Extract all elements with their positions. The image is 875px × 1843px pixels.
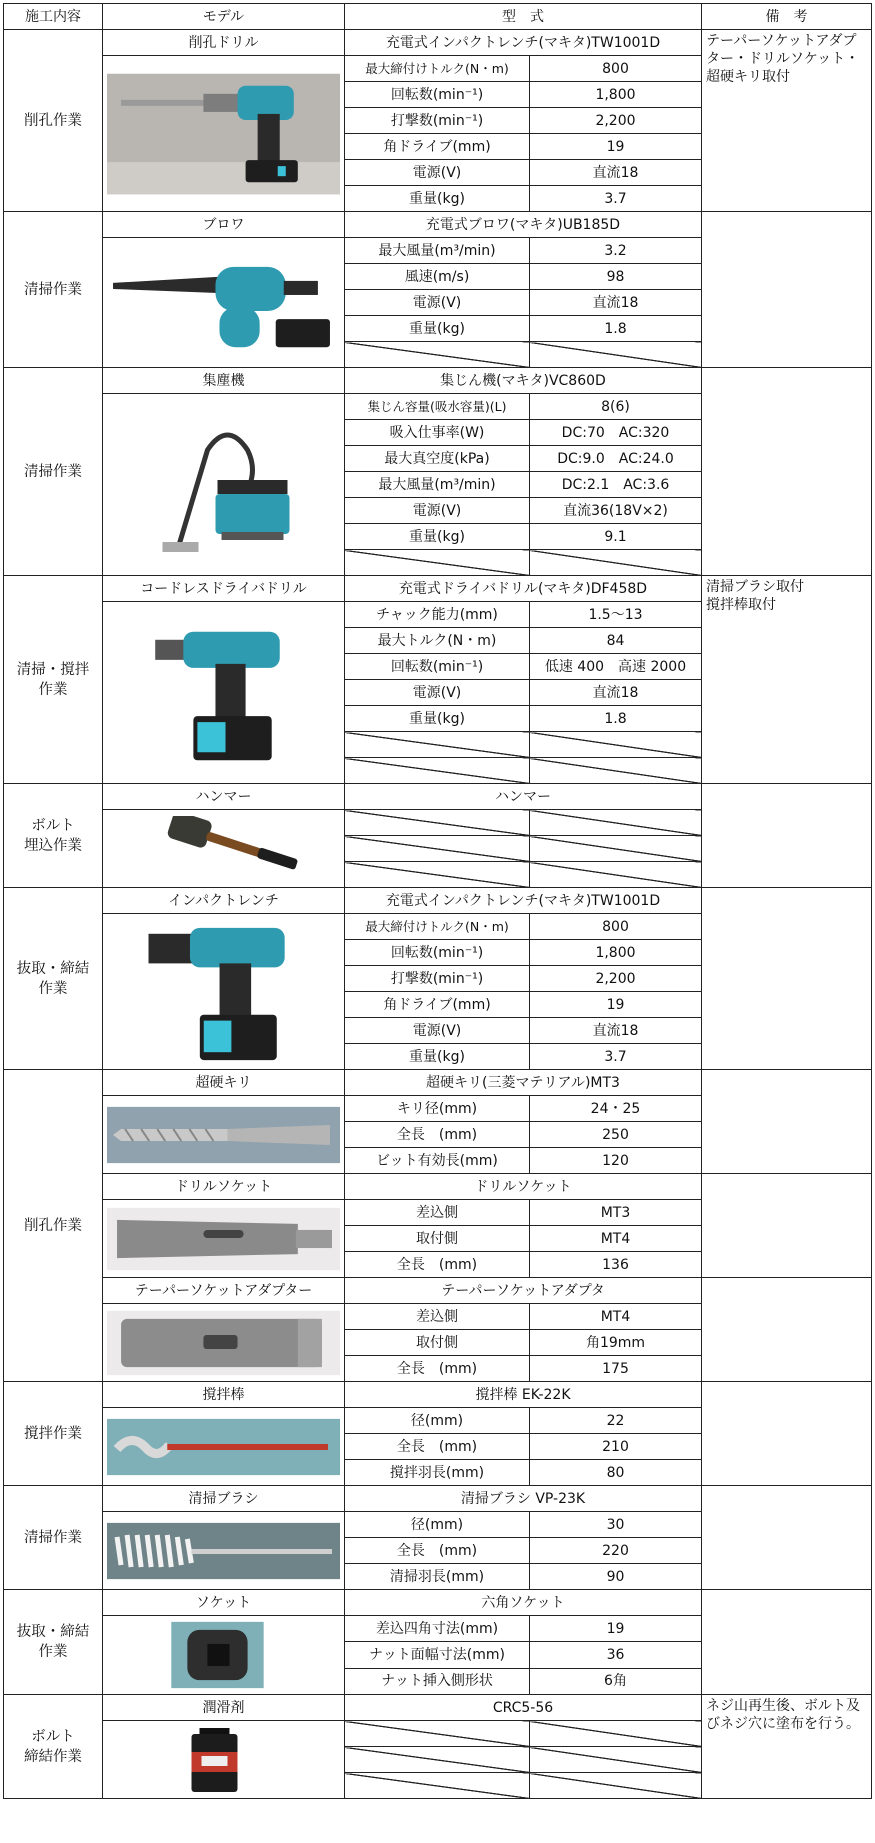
spec-value: 1.8 — [530, 706, 702, 732]
spec-value: 24・25 — [530, 1096, 702, 1122]
note: 清掃ブラシ取付 撹拌棒取付 — [702, 576, 872, 784]
type-name: 六角ソケット — [345, 1590, 702, 1616]
note-empty — [702, 1486, 872, 1590]
blank-cell — [345, 810, 530, 836]
spec-label: 全長 (mm) — [345, 1538, 530, 1564]
spec-value: 19 — [530, 1616, 702, 1642]
spec-label: 全長 (mm) — [345, 1122, 530, 1148]
spec-value: 1,800 — [530, 940, 702, 966]
blank-cell — [530, 1773, 702, 1799]
blank-cell — [345, 758, 530, 784]
blower-photo — [103, 238, 345, 368]
spec-value: 210 — [530, 1434, 702, 1460]
note: ネジ山再生後、ボルト及びネジ穴に塗布を行う。 — [702, 1695, 872, 1799]
model-name: ハンマー — [103, 784, 345, 810]
spec-value: 直流18 — [530, 290, 702, 316]
spec-value: 1,800 — [530, 82, 702, 108]
spec-label: 重量(kg) — [345, 186, 530, 212]
blank-cell — [530, 342, 702, 368]
model-name: ブロワ — [103, 212, 345, 238]
spec-label: 全長 (mm) — [345, 1356, 530, 1382]
work-drilling: 削孔作業 — [4, 1070, 103, 1382]
header-model: モデル — [103, 4, 345, 30]
header-spec: 型 式 — [345, 4, 702, 30]
driver-drill-photo — [103, 602, 345, 784]
type-name: 集じん機(マキタ)VC860D — [345, 368, 702, 394]
model-name: 潤滑剤 — [103, 1695, 345, 1721]
note-empty — [702, 1070, 872, 1174]
model-name: 清掃ブラシ — [103, 1486, 345, 1512]
work-bolt-fastening: ボルト 締結作業 — [4, 1695, 103, 1799]
header-note: 備 考 — [702, 4, 872, 30]
model-name: インパクトレンチ — [103, 888, 345, 914]
spec-value: 800 — [530, 56, 702, 82]
spec-value: 2,200 — [530, 966, 702, 992]
spec-label: ナット面幅寸法(mm) — [345, 1642, 530, 1668]
blank-cell — [530, 1747, 702, 1773]
blank-cell — [345, 836, 530, 862]
vacuum-photo — [103, 394, 345, 576]
hex-socket-photo — [103, 1616, 345, 1695]
note-empty — [702, 1278, 872, 1382]
type-name: 撹拌棒 EK-22K — [345, 1382, 702, 1408]
blank-cell — [530, 732, 702, 758]
spec-label: 電源(V) — [345, 290, 530, 316]
spec-value: 220 — [530, 1538, 702, 1564]
model-name: 集塵機 — [103, 368, 345, 394]
spec-value: 175 — [530, 1356, 702, 1382]
lubricant-can-photo — [103, 1721, 345, 1799]
spec-value: MT4 — [530, 1304, 702, 1330]
model-name: 撹拌棒 — [103, 1382, 345, 1408]
type-name: ハンマー — [345, 784, 702, 810]
blank-cell — [530, 550, 702, 576]
spec-value: 直流18 — [530, 680, 702, 706]
note-empty — [702, 1174, 872, 1278]
header-work: 施工内容 — [4, 4, 103, 30]
blank-cell — [345, 550, 530, 576]
blank-cell — [345, 862, 530, 888]
work-removal-fastening: 抜取・締結 作業 — [4, 888, 103, 1070]
spec-value: MT4 — [530, 1226, 702, 1252]
work-cleaning: 清掃作業 — [4, 368, 103, 576]
work-mixing: 撹拌作業 — [4, 1382, 103, 1486]
spec-value: 1.8 — [530, 316, 702, 342]
blank-cell — [530, 836, 702, 862]
spec-value: 角19mm — [530, 1330, 702, 1356]
spec-label: 全長 (mm) — [345, 1252, 530, 1278]
spec-label: 取付側 — [345, 1330, 530, 1356]
work-cleaning-mixing: 清掃・撹拌 作業 — [4, 576, 103, 784]
spec-value: 30 — [530, 1512, 702, 1538]
spec-label: 回転数(min⁻¹) — [345, 654, 530, 680]
spec-value: 2,200 — [530, 108, 702, 134]
spec-value: 36 — [530, 1642, 702, 1668]
type-name: CRC5-56 — [345, 1695, 702, 1721]
spec-value: 3.2 — [530, 238, 702, 264]
type-name: テーパーソケットアダプタ — [345, 1278, 702, 1304]
spec-value: 8(6) — [530, 394, 702, 420]
spec-value: 1.5〜13 — [530, 602, 702, 628]
spec-value: 6角 — [530, 1668, 702, 1694]
work-removal-fastening: 抜取・締結 作業 — [4, 1590, 103, 1695]
spec-label: 最大真空度(kPa) — [345, 446, 530, 472]
blank-cell — [530, 758, 702, 784]
spec-value: 136 — [530, 1252, 702, 1278]
cleaning-brush-photo — [103, 1512, 345, 1590]
spec-label: 差込側 — [345, 1304, 530, 1330]
spec-label: 径(mm) — [345, 1512, 530, 1538]
work-bolt-embed: ボルト 埋込作業 — [4, 784, 103, 888]
spec-label: 差込側 — [345, 1200, 530, 1226]
type-name: 充電式インパクトレンチ(マキタ)TW1001D — [345, 888, 702, 914]
spec-label: 角ドライブ(mm) — [345, 134, 530, 160]
tool-spec-table — [3, 3, 872, 1799]
spec-label: 打撃数(min⁻¹) — [345, 966, 530, 992]
spec-value: DC:70 AC:320 — [530, 420, 702, 446]
blank-cell — [530, 1721, 702, 1747]
model-name: ドリルソケット — [103, 1174, 345, 1200]
header-row — [4, 4, 872, 30]
spec-value: 低速 400 高速 2000 — [530, 654, 702, 680]
note-empty — [702, 212, 872, 368]
spec-value: 直流18 — [530, 1018, 702, 1044]
note: テーパーソケットアダプター・ドリルソケット・超硬キリ取付 — [702, 30, 872, 212]
spec-value: 22 — [530, 1408, 702, 1434]
hammer-photo — [103, 810, 345, 888]
taper-adapter-photo — [103, 1304, 345, 1382]
model-name: 超硬キリ — [103, 1070, 345, 1096]
spec-label: 最大トルク(N・m) — [345, 628, 530, 654]
spec-label: 清掃羽長(mm) — [345, 1564, 530, 1590]
impact-drill-photo — [103, 56, 345, 212]
spec-value: MT3 — [530, 1200, 702, 1226]
spec-label: 回転数(min⁻¹) — [345, 940, 530, 966]
blank-cell — [530, 862, 702, 888]
spec-label: 電源(V) — [345, 680, 530, 706]
model-name: コードレスドライバドリル — [103, 576, 345, 602]
type-name: 超硬キリ(三菱マテリアル)MT3 — [345, 1070, 702, 1096]
spec-label: 差込四角寸法(mm) — [345, 1616, 530, 1642]
note-empty — [702, 1590, 872, 1695]
blank-cell — [345, 1773, 530, 1799]
note-empty — [702, 1382, 872, 1486]
note-empty — [702, 368, 872, 576]
spec-label: 重量(kg) — [345, 706, 530, 732]
spec-label: 電源(V) — [345, 498, 530, 524]
spec-value: DC:2.1 AC:3.6 — [530, 472, 702, 498]
drill-socket-photo — [103, 1200, 345, 1278]
model-name: ソケット — [103, 1590, 345, 1616]
spec-value: 直流18 — [530, 160, 702, 186]
spec-value: 120 — [530, 1148, 702, 1174]
spec-value: 19 — [530, 992, 702, 1018]
spec-value: 直流36(18V×2) — [530, 498, 702, 524]
note-empty — [702, 888, 872, 1070]
impact-wrench-photo — [103, 914, 345, 1070]
spec-label: 全長 (mm) — [345, 1434, 530, 1460]
spec-label: キリ径(mm) — [345, 1096, 530, 1122]
work-cleaning: 清掃作業 — [4, 1486, 103, 1590]
spec-value: 80 — [530, 1460, 702, 1486]
type-name: ドリルソケット — [345, 1174, 702, 1200]
mixing-rod-photo — [103, 1408, 345, 1486]
spec-value: 90 — [530, 1564, 702, 1590]
spec-label: 電源(V) — [345, 160, 530, 186]
spec-label: チャック能力(mm) — [345, 602, 530, 628]
spec-label: 最大風量(m³/min) — [345, 472, 530, 498]
type-name: 清掃ブラシ VP-23K — [345, 1486, 702, 1512]
spec-label: 回転数(min⁻¹) — [345, 82, 530, 108]
type-name: 充電式ドライバドリル(マキタ)DF458D — [345, 576, 702, 602]
type-name: 充電式ブロワ(マキタ)UB185D — [345, 212, 702, 238]
spec-label: ナット挿入側形状 — [345, 1668, 530, 1694]
note-empty — [702, 784, 872, 888]
spec-label: 角ドライブ(mm) — [345, 992, 530, 1018]
spec-label: 径(mm) — [345, 1408, 530, 1434]
spec-label: 最大風量(m³/min) — [345, 238, 530, 264]
spec-value: 800 — [530, 914, 702, 940]
spec-value: 3.7 — [530, 1044, 702, 1070]
spec-value: 19 — [530, 134, 702, 160]
spec-label: 集じん容量(吸水容量)(L) — [345, 394, 530, 420]
spec-label: 重量(kg) — [345, 524, 530, 550]
spec-label: 重量(kg) — [345, 316, 530, 342]
spec-label: 取付側 — [345, 1226, 530, 1252]
spec-value: 250 — [530, 1122, 702, 1148]
spec-value: 3.7 — [530, 186, 702, 212]
model-name: 削孔ドリル — [103, 30, 345, 56]
work-drilling: 削孔作業 — [4, 30, 103, 212]
spec-label: 最大締付けトルク(N・m) — [345, 914, 530, 940]
work-cleaning: 清掃作業 — [4, 212, 103, 368]
model-name: テーパーソケットアダプター — [103, 1278, 345, 1304]
blank-cell — [530, 810, 702, 836]
spec-label: 撹拌羽長(mm) — [345, 1460, 530, 1486]
spec-label: 吸入仕事率(W) — [345, 420, 530, 446]
spec-label: 電源(V) — [345, 1018, 530, 1044]
blank-cell — [345, 1721, 530, 1747]
spec-label: 打撃数(min⁻¹) — [345, 108, 530, 134]
carbide-bit-photo — [103, 1096, 345, 1174]
spec-label: 最大締付けトルク(N・m) — [345, 56, 530, 82]
spec-label: 風速(m/s) — [345, 264, 530, 290]
spec-value: 84 — [530, 628, 702, 654]
blank-cell — [345, 732, 530, 758]
type-name: 充電式インパクトレンチ(マキタ)TW1001D — [345, 30, 702, 56]
spec-label: ビット有効長(mm) — [345, 1148, 530, 1174]
blank-cell — [345, 342, 530, 368]
blank-cell — [345, 1747, 530, 1773]
spec-value: DC:9.0 AC:24.0 — [530, 446, 702, 472]
spec-value: 98 — [530, 264, 702, 290]
spec-label: 重量(kg) — [345, 1044, 530, 1070]
spec-value: 9.1 — [530, 524, 702, 550]
